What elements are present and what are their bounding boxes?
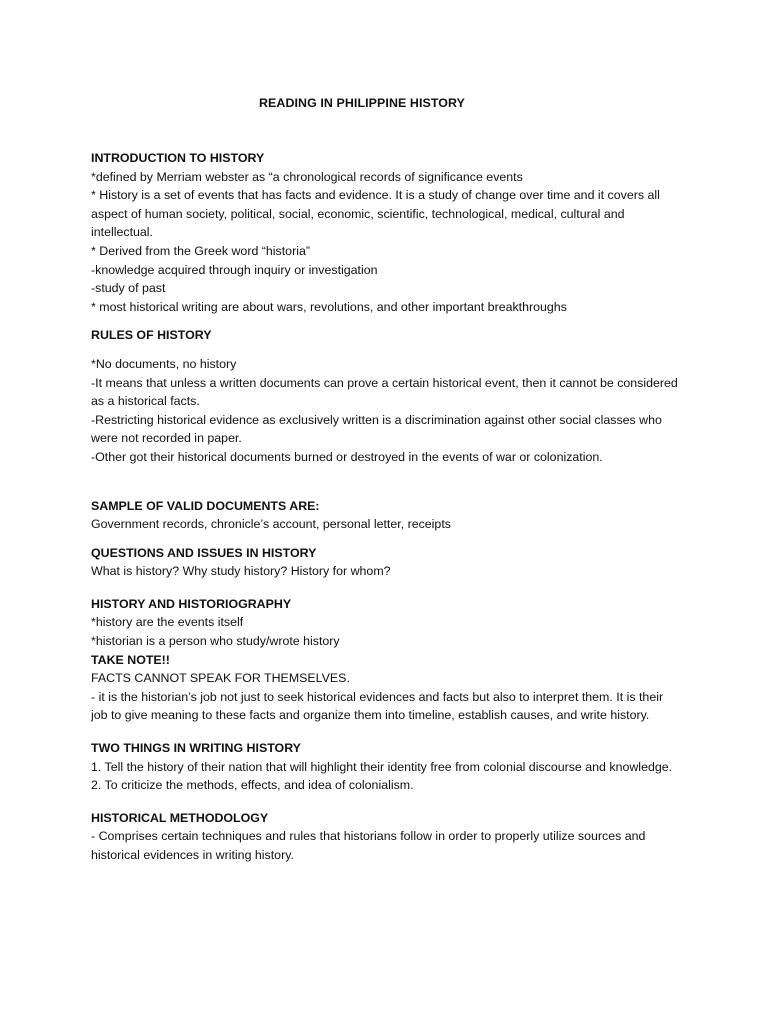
questions-text: What is history? Why study history? History for whom? (91, 564, 391, 579)
rules-line: -Other got their historical documents burned or destroyed in the events of war or colonization. (91, 449, 603, 464)
section-methodology (91, 809, 681, 865)
rules-line: -Restricting historical evidence as exclusively written is a discrimination against other social classes who were not recorded in paper. (91, 412, 662, 446)
historiography-line: *historian is a person who study/wrote history (91, 634, 340, 649)
section-heading: SAMPLE OF VALID DOCUMENTS ARE: (91, 498, 320, 513)
intro-line: *defined by Merriam webster as “a chronological records of significance events (91, 169, 523, 184)
section-rules (91, 326, 681, 466)
section-heading: QUESTIONS AND ISSUES IN HISTORY (91, 545, 317, 560)
list-item: 1. Tell the history of their nation that will highlight their identity free from colonial discourse and knowledge. (91, 759, 673, 774)
intro-line: -knowledge acquired through inquiry or investigation (91, 262, 378, 277)
section-heading: HISTORICAL METHODOLOGY (91, 810, 269, 825)
section-heading: TWO THINGS IN WRITING HISTORY (91, 741, 301, 756)
section-heading: RULES OF HISTORY (91, 328, 212, 343)
section-two-things (91, 739, 681, 795)
list-item: 2. To criticize the methods, effects, and idea of colonialism. (91, 778, 414, 793)
intro-line: * most historical writing are about wars, revolutions, and other important breakthroughs (91, 299, 567, 314)
samples-text: Government records, chronicle’s account, personal letter, receipts (91, 517, 451, 532)
section-historiography (91, 595, 681, 725)
take-note-heading: TAKE NOTE!! (91, 652, 170, 667)
rules-line: -It means that unless a written documents can prove a certain historical event, then it cannot be considered as a historical facts. (91, 375, 678, 409)
section-questions (91, 544, 681, 581)
intro-line: * Derived from the Greek word “historia” (91, 243, 310, 258)
document-body (91, 149, 681, 865)
facts-statement: FACTS CANNOT SPEAK FOR THEMSELVES. (91, 671, 350, 686)
historiography-paragraph: - it is the historian’s job not just to seek historical evidences and facts but also to interpret them. It is their job to give meaning to these facts and organize them into timeline, establish causes, and write history. (91, 689, 664, 723)
section-heading: INTRODUCTION TO HISTORY (91, 151, 265, 165)
rules-line: *No documents, no history (91, 356, 237, 371)
intro-line: * History is a set of events that has facts and evidence. It is a study of change over time and it covers all aspect of human society, political, social, economic, scientific, technological, medical, cultural and intellectual. (91, 188, 660, 240)
methodology-text: - Comprises certain techniques and rules that historians follow in order to properly utilize sources and historical evidences in writing history. (91, 829, 646, 862)
section-heading: HISTORY AND HISTORIOGRAPHY (91, 596, 292, 611)
section-samples (91, 497, 681, 534)
document-title: READING IN PHILIPPINE HISTORY (259, 96, 465, 110)
intro-line: -study of past (91, 281, 166, 296)
section-introduction (91, 149, 681, 316)
historiography-line: *history are the events itself (91, 615, 244, 630)
